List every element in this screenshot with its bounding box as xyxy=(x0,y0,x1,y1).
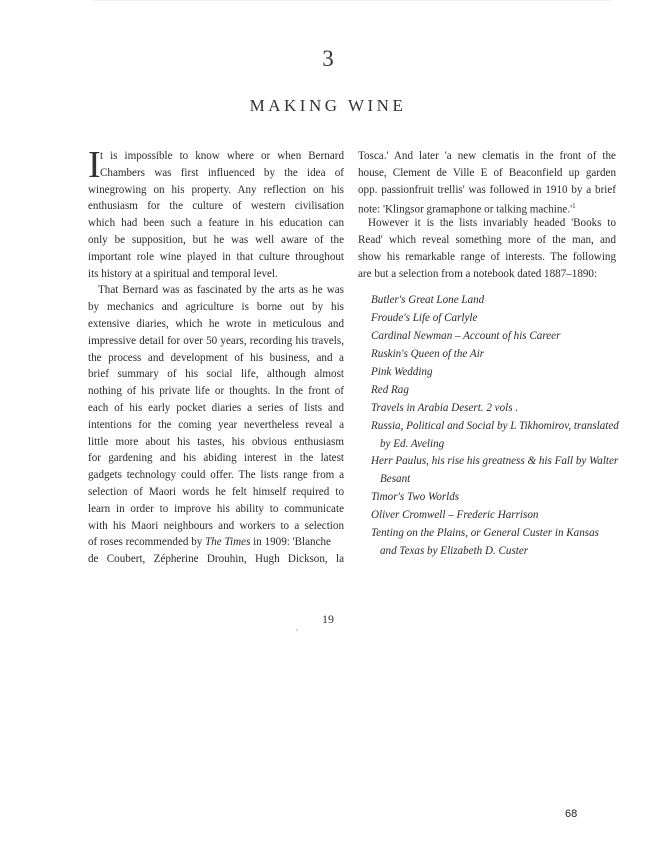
list-item: Russia, Political and Social by L Tikhomirov, translated xyxy=(371,419,619,432)
list-item: Timor's Two Worlds xyxy=(371,491,460,504)
chapter-number: 3 xyxy=(322,46,334,71)
text-line: the process and development of his business, and a xyxy=(88,351,344,364)
text-line: for gardening and his abiding interest in the latest xyxy=(88,452,344,465)
text-line: Read' which reveal something more of the man, and xyxy=(358,233,616,246)
text-line: impressive detail for over 50 years, recording his travels, xyxy=(88,334,344,347)
text-fragment: of roses recommended by xyxy=(88,536,203,549)
text-line xyxy=(358,198,616,215)
text-line: Chambers was first influenced by the idea of xyxy=(100,166,344,179)
text-line: nothing of his private life or thoughts. In the front of xyxy=(88,385,344,398)
text-line: Tosca.' And later 'a new clematis in the front of the xyxy=(358,150,616,162)
text-line: show his remarkable range of interests. The following xyxy=(358,250,616,263)
text-line: enthusiasm for the culture of western civilisation xyxy=(88,200,344,213)
text-line: gadgets technology could offer. The lists range from a xyxy=(88,469,344,482)
opening-paragraph xyxy=(88,144,344,186)
page-folio: 19 xyxy=(322,612,334,626)
list-item: Oliver Cromwell – Frederic Harrison xyxy=(371,509,539,522)
text-line: each of his early pocket diaries a series of lists and xyxy=(88,401,344,414)
list-item-continuation: by Ed. Aveling xyxy=(380,437,445,450)
text-line: That Bernard was as fascinated by the arts as he was xyxy=(98,284,344,297)
text-fragment: note: 'Klingsor gramaphone or talking machine.' xyxy=(358,204,573,216)
list-item-continuation: Besant xyxy=(380,473,411,486)
chapter-title: MAKING WINE xyxy=(249,96,407,115)
books-to-read-list xyxy=(358,292,619,560)
text-line: by mechanics and agriculture is borne out by his xyxy=(88,301,344,314)
list-item: Herr Paulus, his rise his greatness & his Fall by Walter xyxy=(371,455,619,468)
text-line: are but a selection from a notebook dated 1887–1890: xyxy=(358,267,598,280)
text-line: de Coubert, Zépherine Drouhin, Hugh Dickson, la xyxy=(88,553,344,566)
text-line: intentions for the coming year nevertheless reveal a xyxy=(88,418,344,431)
text-line: only be supposition, but he was well aware of the xyxy=(88,233,344,246)
text-line: winegrowing on his property. Any reflection on his xyxy=(88,183,344,196)
list-item: Ruskin's Queen of the Air xyxy=(371,348,485,361)
text-line xyxy=(88,534,344,551)
footnote-marker: 1 xyxy=(572,202,576,211)
left-column xyxy=(88,144,344,568)
text-line: extensive diaries, which he wrote in meticulous and xyxy=(88,317,344,330)
list-item: Travels in Arabia Desert. 2 vols . xyxy=(371,401,519,414)
text-line: t is impossible to know where or when Bernard xyxy=(100,150,344,162)
text-line: its history at a spiritual and temporal level. xyxy=(88,267,278,280)
text-line: opp. passionfruit trellis' was followed in 1910 by a brief xyxy=(358,183,616,196)
text-fragment: in 1909: 'Blanche xyxy=(253,536,331,549)
right-column xyxy=(358,148,619,561)
text-line: which had been such a feature in his education can xyxy=(88,217,344,230)
text-line: important role wine played in that culture throughout xyxy=(88,250,344,263)
drop-cap: I xyxy=(88,144,101,186)
text-line: learn in order to improve his ability to communicate xyxy=(88,502,344,515)
text-line: little more about his tastes, his obvious enthusiasm xyxy=(88,435,344,448)
text-line: selection of Maori words he felt himself required to xyxy=(88,485,344,498)
newspaper-title: The Times xyxy=(205,536,251,549)
text-line: However it is the lists invariably headed 'Books to xyxy=(368,217,616,230)
text-line: brief summary of his social life, although almost xyxy=(88,368,344,381)
page-edge-line xyxy=(92,0,612,1)
list-item: Red Rag xyxy=(371,383,409,396)
list-item: Froude's Life of Carlyle xyxy=(371,312,478,325)
list-item: Butler's Great Lone Land xyxy=(371,294,485,307)
list-item: Pink Wedding xyxy=(371,365,433,378)
scan-page-number: 68 xyxy=(565,808,578,820)
list-item: Cardinal Newman – Account of his Career xyxy=(371,330,561,343)
list-item-continuation: and Texas by Elizabeth D. Custer xyxy=(380,544,529,557)
list-item: Tenting on the Plains, or General Custer in Kansas xyxy=(371,526,599,539)
scan-mark: , xyxy=(296,622,299,632)
text-line: with his Maori neighbours and workers to a selection xyxy=(88,519,344,532)
text-line: house, Clement de Ville E of Beaconfield up garden xyxy=(358,166,616,179)
